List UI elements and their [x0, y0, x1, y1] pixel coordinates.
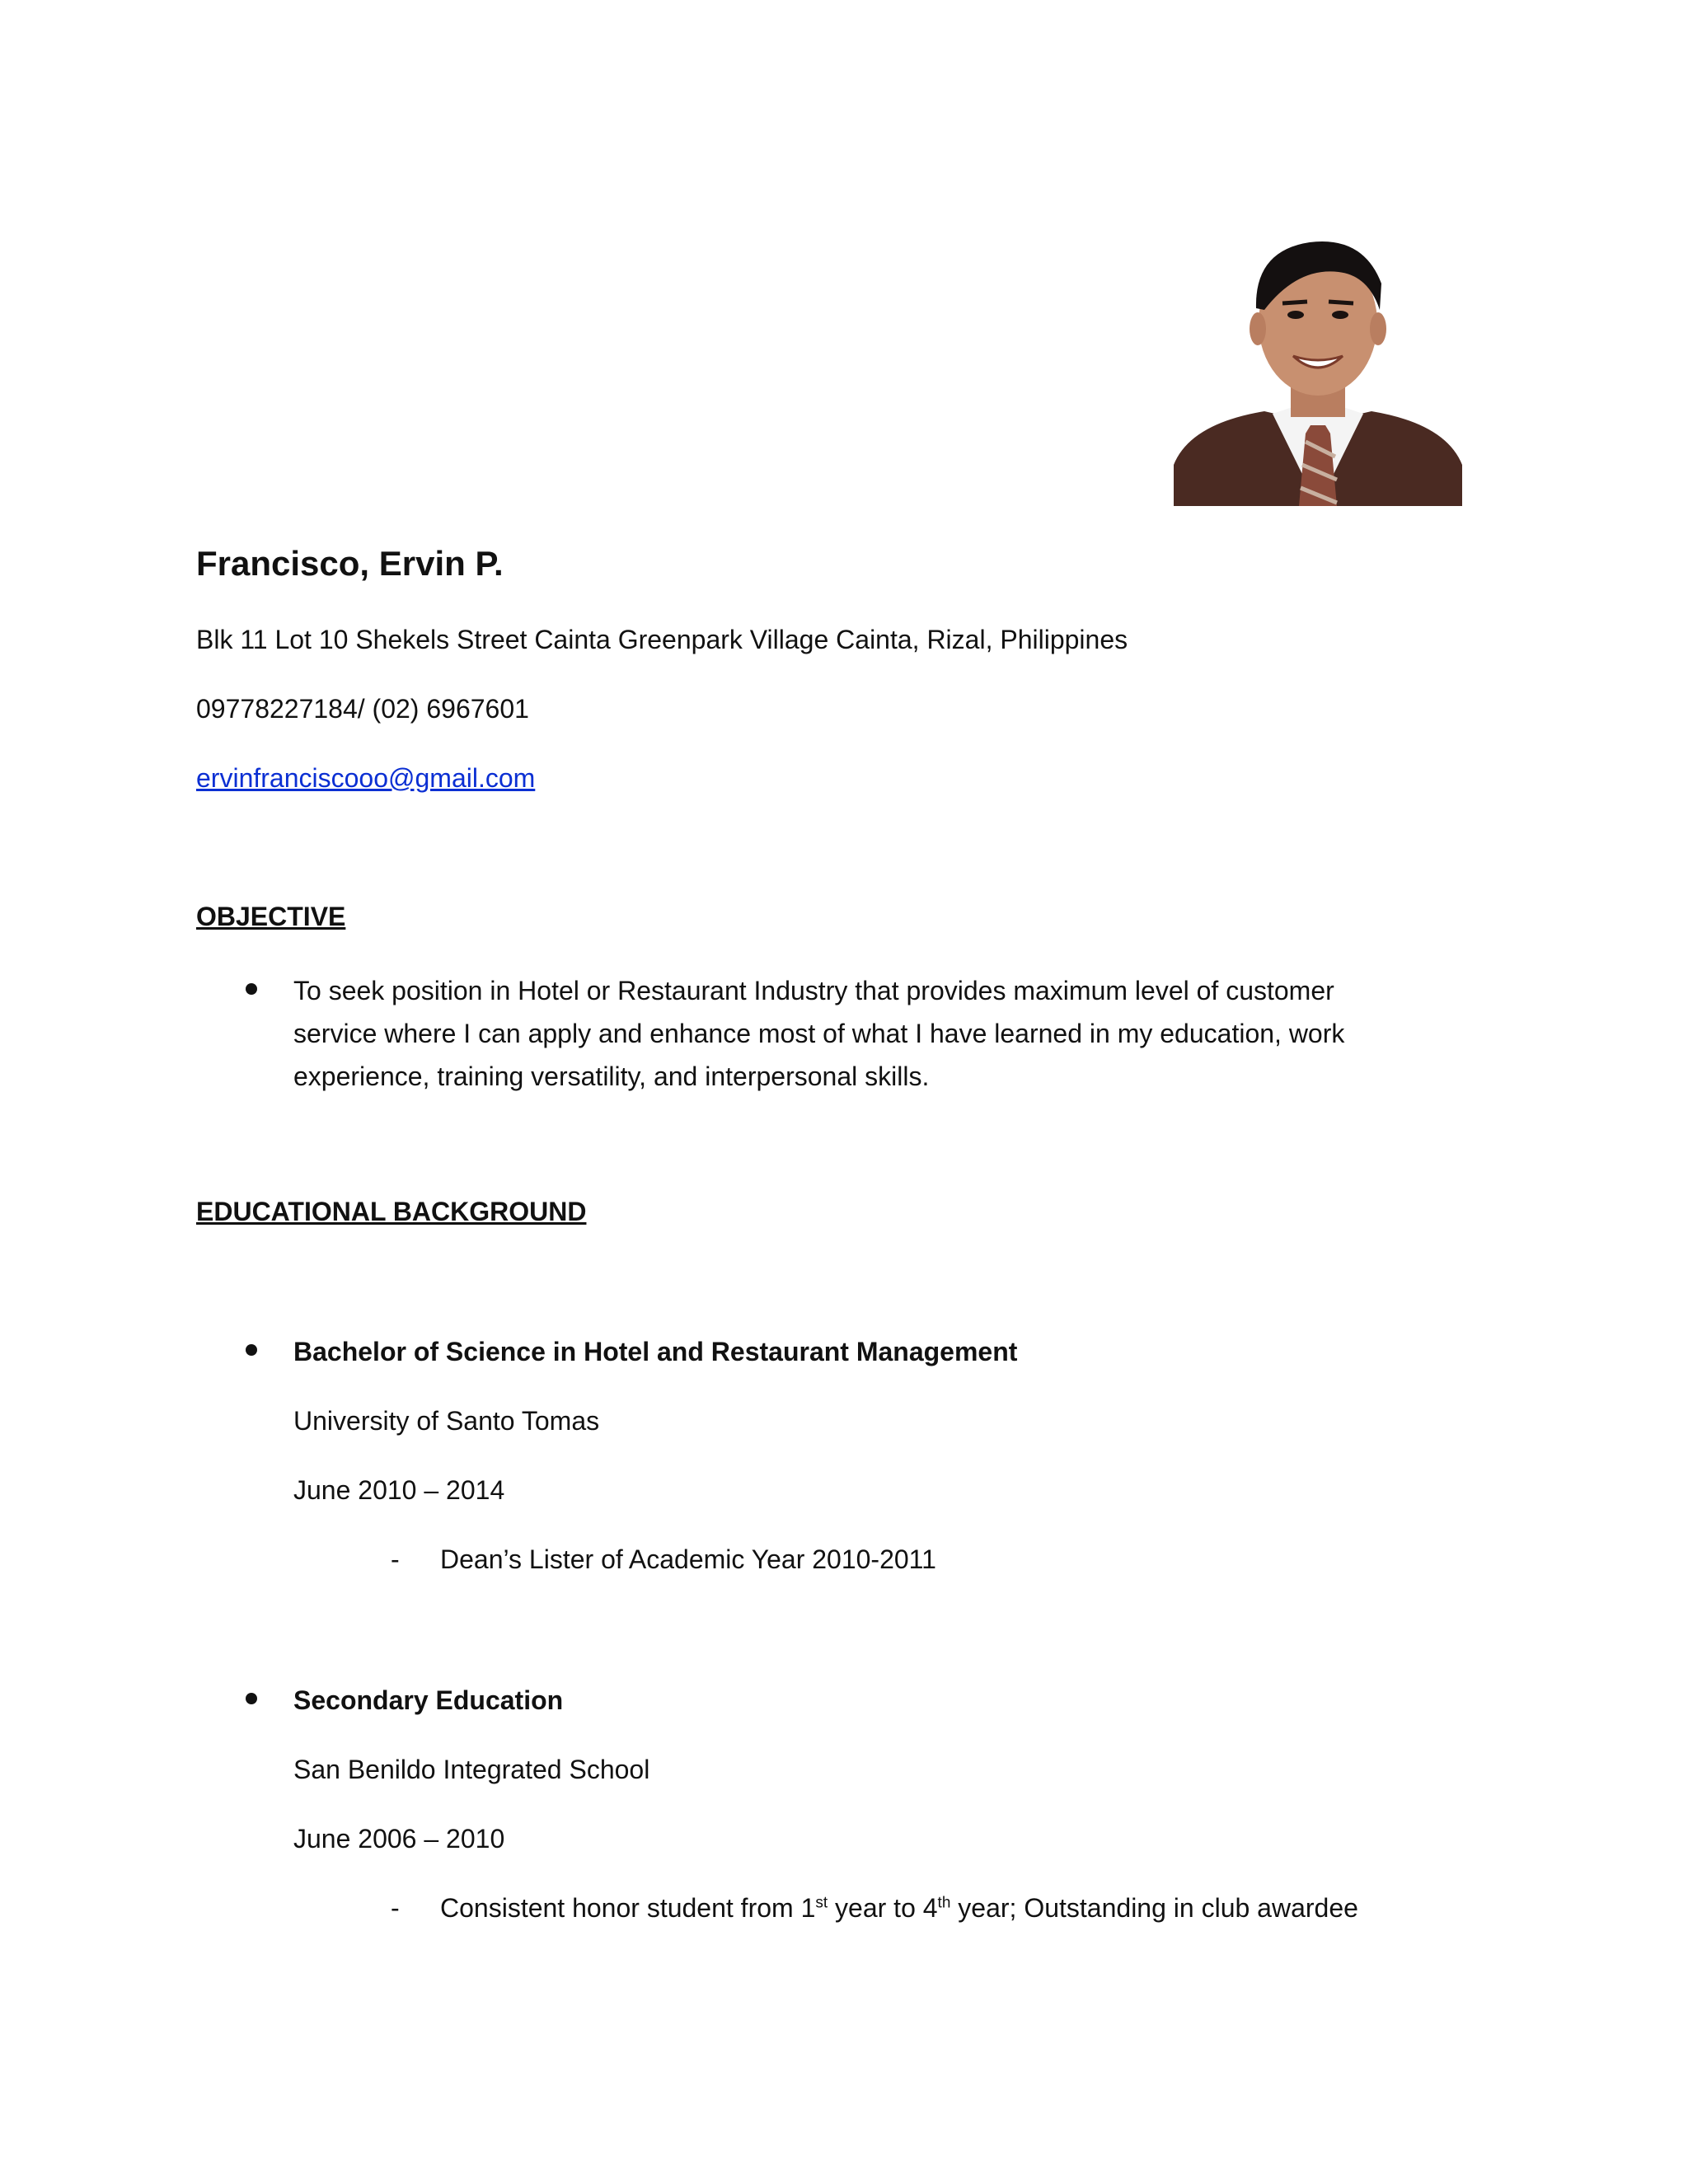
email-link[interactable]: ervinfranciscooo@gmail.com: [196, 763, 536, 793]
education-note: [440, 1886, 1358, 1929]
education-bullet: [246, 1344, 257, 1356]
education-school: University of Santo Tomas: [293, 1406, 600, 1436]
education-note-part: Consistent honor student from 1: [440, 1893, 816, 1923]
profile-photo-icon: [1174, 218, 1462, 506]
education-degree: Secondary Education: [293, 1685, 564, 1715]
education-note: Dean’s Lister of Academic Year 2010-2011: [440, 1544, 936, 1574]
education-bullet: [246, 1693, 257, 1704]
ordinal-suffix: st: [815, 1894, 828, 1912]
education-school: San Benildo Integrated School: [293, 1755, 650, 1784]
objective-bullet: [246, 983, 257, 995]
objective-line: experience, training versatility, and interpersonal skills.: [293, 1062, 930, 1091]
education-dates: June 2010 – 2014: [293, 1475, 505, 1505]
profile-photo: [1174, 218, 1462, 506]
objective-text: [293, 969, 1579, 1098]
phone-text: 09778227184/ (02) 6967601: [196, 694, 529, 724]
objective-line: service where I can apply and enhance most of what I have learned in my education, work: [293, 1019, 1345, 1048]
objective-line: To seek position in Hotel or Restaurant Industry that provides maximum level of customer: [293, 976, 1334, 1005]
education-note-dash: -: [391, 1893, 400, 1923]
education-dates: June 2006 – 2010: [293, 1824, 505, 1854]
education-note-dash: -: [391, 1544, 400, 1574]
objective-heading: OBJECTIVE: [196, 902, 346, 931]
education-note-part: year; Outstanding in club awardee: [950, 1893, 1358, 1923]
education-degree: Bachelor of Science in Hotel and Restaurant Management: [293, 1337, 1018, 1366]
applicant-name: Francisco, Ervin P.: [196, 544, 504, 583]
education-note-part: year to 4: [828, 1893, 938, 1923]
ordinal-suffix: th: [937, 1894, 951, 1912]
education-heading: EDUCATIONAL BACKGROUND: [196, 1197, 587, 1226]
address-text: Blk 11 Lot 10 Shekels Street Cainta Greenpark Village Cainta, Rizal, Philippines: [196, 625, 1128, 654]
